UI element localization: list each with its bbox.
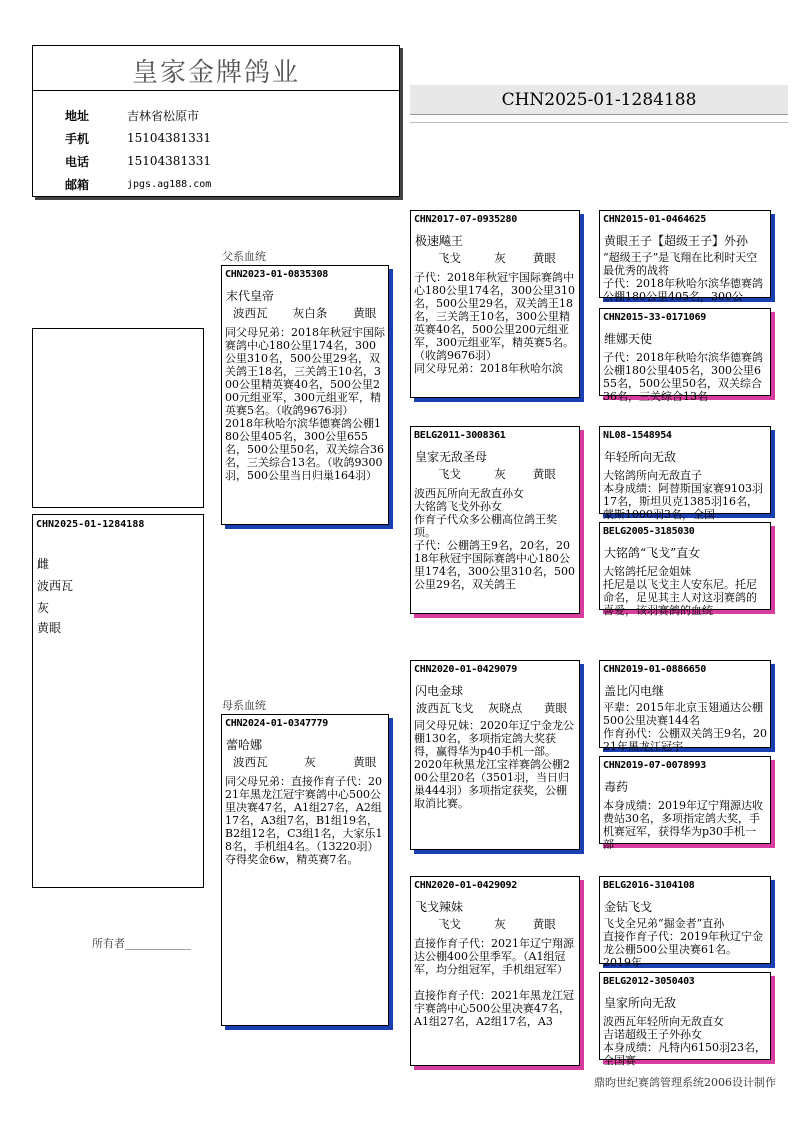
card-name: 大铭鸽“飞戈”直女	[604, 546, 701, 560]
card-name: 维娜天使	[604, 332, 653, 346]
card-description: 直接作育子代：2021年辽宁翔源达公棚400公里季军。（A1组冠军，均分组冠军，手机组冠军） 直接作育子代：2021年黑龙江冠宇赛鸽中心500公里决赛47名，A1组27名，A2组17名，A3	[414, 937, 574, 1028]
phone-label: 电话	[65, 154, 90, 169]
great-grandparent-card-2	[599, 308, 771, 403]
card-ring: BELG2016-3104108	[603, 880, 695, 891]
pigeon-photo-frame	[32, 328, 204, 508]
card-description: 飞戈全兄弟“掘金者”直孙 直接作育子代：2019年秋辽宁金龙公棚500公里决赛61名。 2019年	[603, 917, 763, 969]
dam-section-label: 母系血统	[222, 699, 266, 712]
card-attributes	[411, 916, 579, 932]
card-description: 子代：2018年秋冠宇国际赛鸽中心180公里174名，300公里310名，500公里29名，双关鸽王18名，三关鸽王10名，300公里精英赛40名，500公里200元组亚军，300元组亚军，精英赛5名。（收鸽9676羽） 同父母兄弟：2018年秋哈尔滨	[414, 271, 575, 375]
dam-dam-card	[410, 876, 580, 1066]
subject-ring: CHN2025-01-1284188	[36, 519, 145, 530]
sire-section-label: 父系血统	[222, 250, 266, 263]
great-grandparent-card-4	[599, 522, 771, 617]
address-value: 吉林省松原市	[127, 108, 200, 123]
card-color: 灰	[494, 917, 506, 931]
card-name: 金钻飞戈	[604, 900, 653, 914]
card-ring: CHN2019-07-0078993	[603, 760, 706, 771]
card-eye: 黄眼	[543, 701, 567, 715]
card-strain: 波西瓦	[232, 306, 268, 320]
mobile-row	[65, 129, 211, 147]
card-name: 蕾哈娜	[226, 738, 263, 752]
card-attributes	[411, 700, 579, 716]
card-ring: CHN2023-01-0835308	[225, 269, 328, 280]
card-ring: CHN2015-01-0464625	[603, 214, 706, 225]
card-strain: 波西瓦飞戈	[415, 701, 474, 715]
card-description: “超级王子”是飞翔在比利时天空最优秀的战将 子代：2018年秋哈尔滨华德赛鸽公棚180公里405名，300公	[603, 251, 763, 303]
sire-sire-card	[410, 210, 580, 398]
card-ring: BELG2011-3008361	[414, 430, 506, 441]
email-value: jpgs.ag188.com	[127, 178, 212, 190]
great-grandparent-card-5	[599, 660, 771, 753]
card-ring: NL08-1548954	[603, 430, 672, 441]
card-name: 极速飚王	[415, 234, 464, 248]
card-name: 闪电金球	[415, 684, 464, 698]
card-eye: 黄眼	[353, 306, 377, 320]
card-description: 大铭鸽托尼金姐妹 托尼是以飞戈主人安东尼。托尼命名，足见其主人对这羽赛鸽的喜爱，该羽赛鸽的血统	[603, 565, 757, 617]
card-color: 灰	[304, 755, 316, 769]
card-color: 灰	[494, 467, 506, 481]
banner-divider	[410, 122, 788, 123]
card-name: 皇家无敌圣母	[415, 450, 488, 464]
subject-color: 灰	[37, 601, 50, 615]
subject-card	[32, 514, 204, 888]
breeder-name: 皇家金牌鸽业	[131, 58, 300, 88]
card-ring: CHN2020-01-0429079	[414, 664, 517, 675]
card-ring: CHN2024-01-0347779	[225, 718, 328, 729]
card-ring: CHN2020-01-0429092	[414, 880, 517, 891]
card-ring: CHN2019-01-0886650	[603, 664, 706, 675]
card-strain: 飞戈	[437, 467, 461, 481]
mobile-value: 15104381331	[127, 131, 211, 145]
great-grandparent-card-6	[599, 756, 771, 851]
address-label: 地址	[65, 108, 90, 123]
subject-strain: 波西瓦	[37, 579, 74, 593]
card-name: 盖比闪电继	[604, 684, 665, 698]
card-description: 波西瓦所向无敌直孙女 大铭鸽飞戈外孙女 作育子代众多公棚高位鸽王奖项。 子代：公棚鸽王9名，20名，2018年秋冠宇国际赛鸽中心180公里174名，300公里310名，500公里29名，双关鸽王	[414, 487, 575, 591]
phone-row	[65, 152, 211, 170]
card-description: 平辈：2015年北京玉翅通达公棚500公里决赛144名 作育孙代：公棚双关鸽王9名，2021年黑龙江冠宇	[603, 701, 767, 753]
card-name: 飞戈辣妹	[415, 900, 464, 914]
card-color: 灰晓点	[487, 701, 523, 715]
card-eye: 黄眼	[532, 467, 556, 481]
card-eye: 黄眼	[532, 917, 556, 931]
sire-card	[221, 265, 389, 525]
card-description: 同父母兄弟：2018年秋冠宇国际赛鸽中心180公里174名，300公里310名，500公里29名，双关鸽王18名，三关鸽王10名，300公里精英赛40名，500公里200元组亚军，300元组亚军，精英赛5名。（收鸽9676羽） 2018年秋哈尔滨华德赛鸽公棚180公里405名，300公里655名，500公里50名，双关综合36名，三关综合13名。（收鸽9300羽，500公里当日归巢164羽）	[225, 326, 385, 482]
card-name: 末代皇帝	[226, 289, 275, 303]
card-description: 同父母兄弟：直接作育子代：2021年黑龙江冠宇赛鸽中心500公里决赛47名，A1组27名，A2组17名，A3组7名，B1组19名，B2组12名，C3组1名，大家乐18名，手机组4名。（13220羽）夺得奖金6w，精英赛7名。	[225, 775, 383, 866]
card-ring: BELG2005-3185030	[603, 526, 695, 537]
card-description: 本身成绩：2019年辽宁翔源达收费站30名，多项指定鸽大奖，手机赛冠军，获得华为p30手机一部	[603, 799, 763, 851]
header-divider	[33, 90, 399, 91]
subject-eye: 黄眼	[37, 621, 62, 635]
great-grandparent-card-1	[599, 210, 771, 303]
card-description: 子代：2018年秋哈尔滨华德赛鸽公棚180公里405名，300公里655名，500公里50名，双关综合36名，三关综合13名	[603, 351, 763, 403]
ring-number-banner: CHN2025-01-1284188	[410, 85, 788, 115]
card-strain: 飞戈	[437, 251, 461, 265]
card-description: 大铭鸽所向无敌直子 本身成绩：阿替斯国家赛9103羽17名，斯坦贝克1385羽16名，蒙斯1000羽3名，全国	[603, 469, 763, 521]
sire-dam-card	[410, 426, 580, 614]
card-color: 灰	[494, 251, 506, 265]
mobile-label: 手机	[65, 131, 90, 146]
owner-label: 所有者____________	[92, 937, 191, 950]
dam-card	[221, 714, 389, 1026]
card-description: 同父母兄妹：2020年辽宁金龙公棚130名，多项指定鸽大奖获得，赢得华为p40手机一部。 2020年秋黑龙江宝祥赛鸽公棚200公里20名（3501羽，当日归巢444羽）多项指定获奖，公棚取消比赛。	[414, 719, 574, 810]
footer-credit: 鼎昀世纪赛鸽管理系统2006设计制作	[594, 1076, 776, 1089]
card-ring: CHN2017-07-0935280	[414, 214, 517, 225]
card-eye: 黄眼	[353, 755, 377, 769]
great-grandparent-card-7	[599, 876, 771, 969]
card-name: 年轻所向无敌	[604, 450, 677, 464]
card-attributes	[411, 466, 579, 482]
email-label: 邮箱	[65, 177, 90, 192]
card-ring: BELG2012-3050403	[603, 976, 695, 987]
card-strain: 波西瓦	[232, 755, 268, 769]
card-name: 毒药	[604, 780, 629, 794]
address-row	[65, 106, 199, 124]
great-grandparent-card-3	[599, 426, 771, 521]
card-color: 灰白条	[292, 306, 328, 320]
card-attributes	[222, 305, 388, 321]
card-name: 皇家所向无敌	[604, 996, 677, 1010]
phone-value: 15104381331	[127, 154, 211, 168]
card-ring: CHN2015-33-0171069	[603, 312, 706, 323]
dam-sire-card	[410, 660, 580, 850]
card-attributes	[222, 754, 388, 770]
card-eye: 黄眼	[532, 251, 556, 265]
card-strain: 飞戈	[437, 917, 461, 931]
card-description: 波西瓦年轻所向无敌直女 吉诺超级王子外孙女 本身成绩：凡特内6150羽23名，全国赛	[603, 1015, 766, 1067]
great-grandparent-card-8	[599, 972, 771, 1067]
breeder-header	[32, 45, 400, 197]
subject-sex: 雌	[37, 557, 50, 571]
card-attributes	[411, 250, 579, 266]
email-row	[65, 175, 211, 193]
card-name: 黄眼王子【超级王子】外孙	[604, 234, 749, 248]
